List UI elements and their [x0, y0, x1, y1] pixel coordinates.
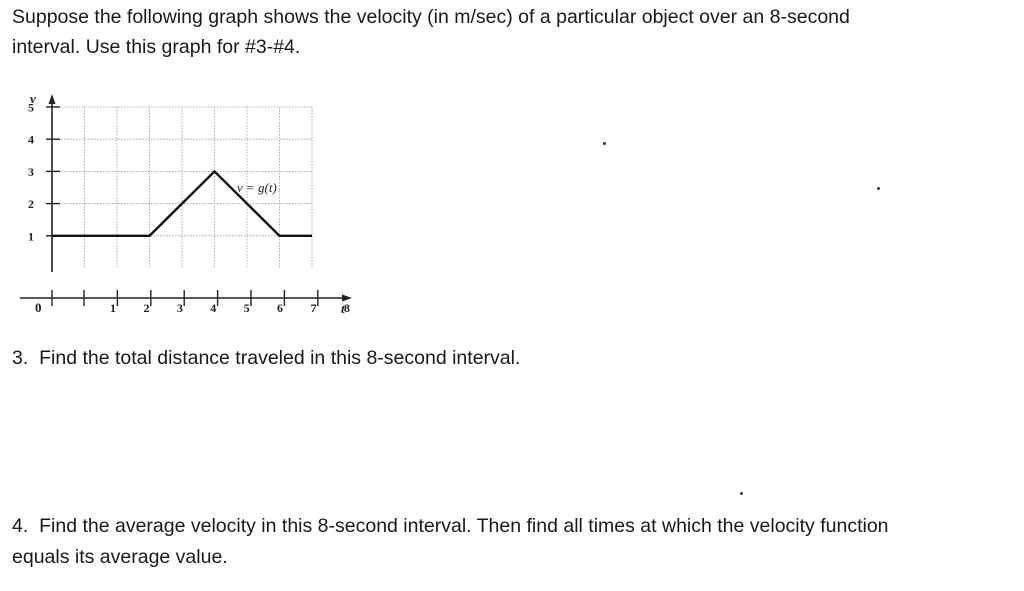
scan-speck	[603, 142, 606, 145]
x-tick-label: 2	[143, 301, 150, 315]
question-3-number: 3.	[12, 347, 29, 369]
x-tick-label: 7	[310, 301, 317, 315]
question-3-text: Find the total distance traveled in this 8-second interval.	[39, 347, 521, 369]
y-tick-label: 3	[28, 164, 34, 179]
axes	[20, 94, 352, 302]
x-tick-label: 8	[343, 301, 350, 315]
intro-line-1: Suppose the following graph shows the velocity (in m/sec) of a particular object over an 8-second	[12, 6, 850, 28]
ticks	[28, 101, 350, 316]
y-tick-label: 1	[28, 229, 34, 244]
scan-speck	[877, 187, 880, 190]
scan-speck	[740, 492, 743, 495]
question-4-line-2: equals its average value.	[12, 546, 228, 568]
problem-intro	[12, 2, 1012, 62]
x-tick-label: 3	[176, 301, 183, 315]
y-tick-label: 5	[28, 100, 34, 115]
y-tick-label: 4	[28, 132, 34, 147]
question-4-number: 4.	[12, 515, 29, 537]
x-tick-label: 5	[243, 301, 250, 315]
function-label: v = g(t)	[237, 180, 277, 195]
y-tick-label: 2	[28, 197, 34, 212]
velocity-graph	[0, 84, 380, 336]
x-tick-label: 1	[110, 301, 117, 315]
x-tick-label: 6	[277, 301, 284, 315]
origin-label: 0	[35, 300, 42, 315]
intro-line-2: interval. Use this graph for #3-#4.	[12, 36, 301, 58]
y-axis-label: v	[30, 91, 36, 106]
question-3	[12, 343, 1017, 374]
question-4	[12, 511, 1017, 573]
x-tick-label: 4	[210, 301, 217, 315]
question-4-line-1: Find the average velocity in this 8-second interval. Then find all times at which the velocity function	[39, 515, 889, 537]
y-axis-arrow	[49, 94, 56, 104]
x-axis-label: t	[341, 301, 345, 316]
